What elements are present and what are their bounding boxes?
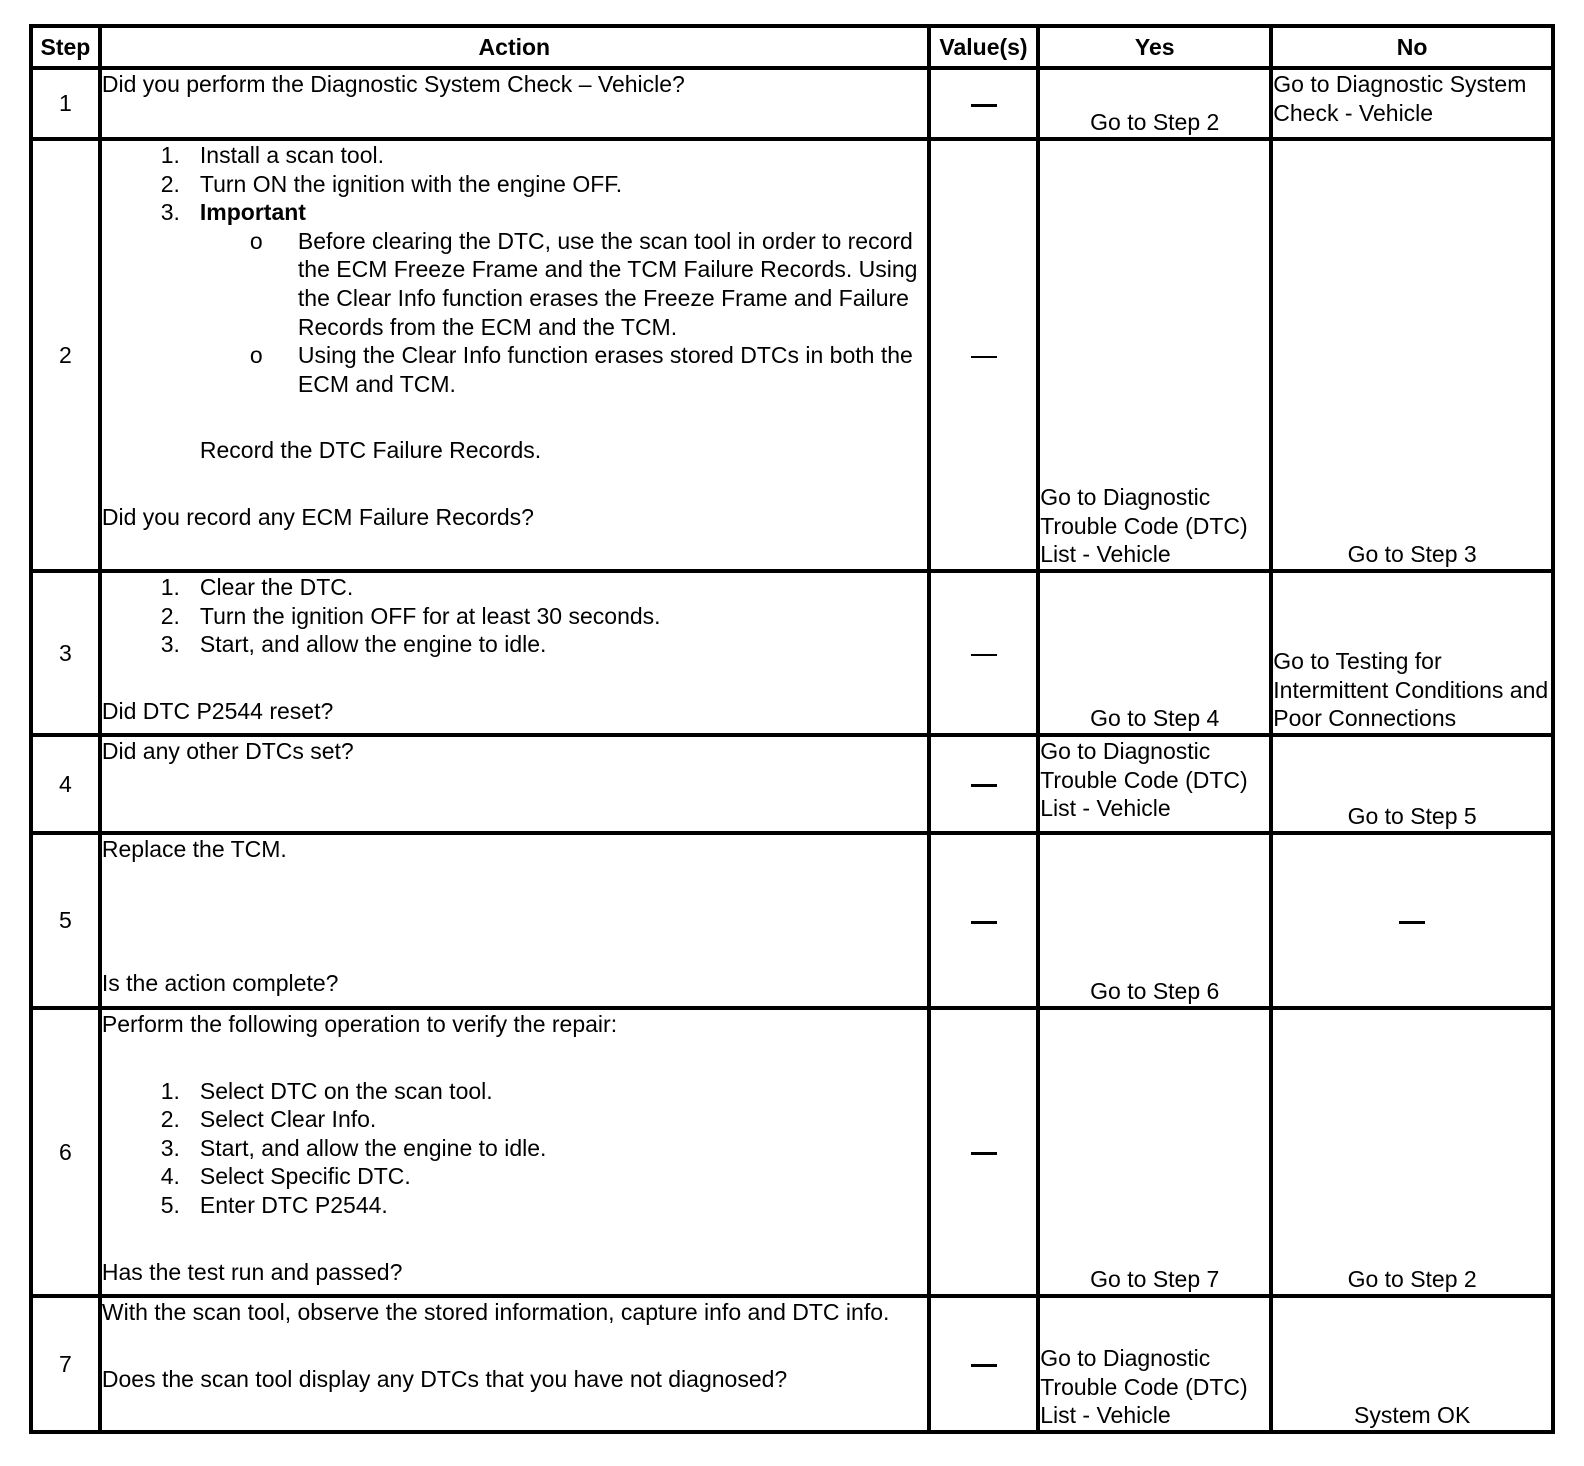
action-step: 2. Turn ON the ignition with the engine OFF. bbox=[160, 170, 623, 197]
table-row bbox=[31, 571, 1553, 735]
value-cell bbox=[929, 735, 1038, 833]
action-question: Has the test run and passed? bbox=[101, 1258, 403, 1285]
action-step: 3. Start, and allow the engine to idle. bbox=[160, 631, 547, 658]
em-dash bbox=[971, 356, 997, 358]
action-step: 5. Enter DTC P2544. bbox=[160, 1191, 388, 1218]
value-cell bbox=[929, 1296, 1038, 1432]
action-step: 1. Select DTC on the scan tool. bbox=[160, 1077, 493, 1104]
em-dash bbox=[971, 1364, 997, 1367]
no-cell: System OK bbox=[1271, 1296, 1553, 1432]
table-row bbox=[31, 1008, 1553, 1296]
action-question: Is the action complete? bbox=[101, 969, 339, 996]
em-dash bbox=[1399, 921, 1425, 924]
action-step: 2. Select Clear Info. bbox=[160, 1106, 377, 1133]
action-intro: Perform the following operation to verify the repair: bbox=[101, 1011, 618, 1037]
value-cell bbox=[929, 571, 1038, 735]
em-dash bbox=[971, 784, 997, 787]
yes-cell: Go to Diagnostic Trouble Code (DTC) List - Vehicle bbox=[1038, 735, 1271, 833]
action-cell bbox=[100, 1296, 929, 1432]
action-note: Record the DTC Failure Records. bbox=[199, 437, 542, 464]
em-dash bbox=[971, 1152, 997, 1155]
no-cell: Go to Step 3 bbox=[1271, 139, 1553, 571]
yes-cell: Go to Step 2 bbox=[1038, 68, 1271, 139]
yes-cell: Go to Diagnostic Trouble Code (DTC) List - Vehicle bbox=[1038, 1296, 1271, 1432]
value-cell bbox=[929, 833, 1038, 1008]
action-question: Did any other DTCs set? bbox=[101, 738, 354, 764]
step-number: 6 bbox=[31, 1008, 100, 1296]
yes-cell: Go to Step 7 bbox=[1038, 1008, 1271, 1296]
action-cell bbox=[100, 735, 929, 833]
yes-cell: Go to Step 4 bbox=[1038, 571, 1271, 735]
table-row bbox=[31, 139, 1553, 571]
action-cell bbox=[100, 1008, 929, 1296]
no-cell bbox=[1271, 833, 1553, 1008]
action-intro: With the scan tool, observe the stored information, capture info and DTC info. bbox=[101, 1299, 890, 1325]
header-yes: Yes bbox=[1038, 26, 1271, 68]
diagnostic-table bbox=[29, 24, 1555, 1434]
step-number: 2 bbox=[31, 139, 100, 571]
action-cell bbox=[100, 833, 929, 1008]
table-row bbox=[31, 1296, 1553, 1432]
value-cell bbox=[929, 1008, 1038, 1296]
header-step: Step bbox=[31, 26, 100, 68]
em-dash bbox=[971, 104, 997, 107]
header-action: Action bbox=[100, 26, 929, 68]
step-number: 1 bbox=[31, 68, 100, 139]
step-number: 5 bbox=[31, 833, 100, 1008]
header-row bbox=[31, 26, 1553, 68]
important-label: Important bbox=[199, 199, 306, 226]
table-row bbox=[31, 833, 1553, 1008]
table-row bbox=[31, 735, 1553, 833]
em-dash bbox=[971, 921, 997, 924]
no-cell: Go to Diagnostic System Check - Vehicle bbox=[1271, 68, 1553, 139]
yes-cell: Go to Step 6 bbox=[1038, 833, 1271, 1008]
header-no: No bbox=[1271, 26, 1553, 68]
action-question: Did you perform the Diagnostic System Check – Vehicle? bbox=[101, 71, 685, 97]
action-step: 4. Select Specific DTC. bbox=[160, 1163, 411, 1190]
step-number: 4 bbox=[31, 735, 100, 833]
yes-cell: Go to Diagnostic Trouble Code (DTC) List - Vehicle bbox=[1038, 139, 1271, 571]
header-values: Value(s) bbox=[929, 26, 1038, 68]
no-cell: Go to Step 2 bbox=[1271, 1008, 1553, 1296]
no-cell: Go to Testing for Intermittent Conditions and Poor Connections bbox=[1271, 571, 1553, 735]
important-notes bbox=[200, 227, 927, 399]
action-step: 1. Clear the DTC. bbox=[160, 574, 354, 600]
action-cell bbox=[100, 571, 929, 735]
no-cell: Go to Step 5 bbox=[1271, 735, 1553, 833]
action-steps bbox=[102, 141, 927, 398]
note-bullet: o Before clearing the DTC, use the scan tool in order to record the ECM Freeze Frame and the TCM Failure Records. Using the Clear Info function erases the Freeze Frame and Failure Records from the ECM and the TCM. bbox=[249, 227, 918, 340]
action-cell bbox=[100, 139, 929, 571]
action-step: 1. Install a scan tool. bbox=[160, 142, 384, 168]
action-question: Did you record any ECM Failure Records? bbox=[101, 503, 534, 530]
note-bullet: o Using the Clear Info function erases stored DTCs in both the ECM and TCM. bbox=[249, 342, 913, 397]
step-number: 7 bbox=[31, 1296, 100, 1432]
action-steps bbox=[102, 1077, 927, 1220]
action-cell bbox=[100, 68, 929, 139]
value-cell bbox=[929, 68, 1038, 139]
action-step: 3. Important o Before clearing the DTC, use the scan tool in order to record the ECM Freeze Frame and the TCM Failure Records. Using the Clear Info function erases the Freeze Frame and Failure Records from the ECM and the TCM. o Using the Clear Info function erases stored DTCs in both the ECM and TCM. bbox=[102, 198, 927, 398]
action-steps bbox=[102, 573, 927, 659]
action-question: Did DTC P2544 reset? bbox=[101, 697, 334, 724]
action-intro: Replace the TCM. bbox=[101, 836, 287, 862]
em-dash bbox=[971, 654, 997, 656]
value-cell bbox=[929, 139, 1038, 571]
action-step: 2. Turn the ignition OFF for at least 30 seconds. bbox=[160, 602, 661, 629]
step-number: 3 bbox=[31, 571, 100, 735]
action-step: 3. Start, and allow the engine to idle. bbox=[160, 1134, 547, 1161]
table-row bbox=[31, 68, 1553, 139]
action-question: Does the scan tool display any DTCs that you have not diagnosed? bbox=[101, 1365, 788, 1392]
